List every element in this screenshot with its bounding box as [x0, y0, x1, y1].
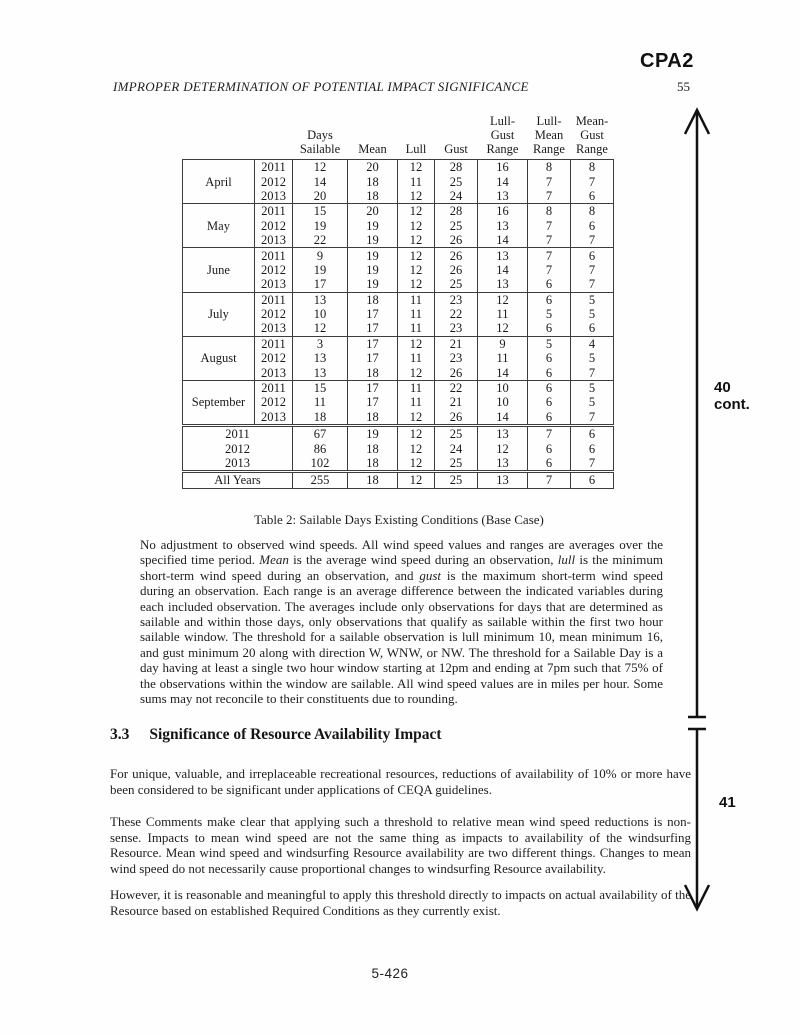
note-text: is the minimum short-term wind speed during an observation, and [140, 552, 663, 583]
sailable-days-table-wrap [182, 114, 614, 489]
table-caption: Table 2: Sailable Days Existing Conditions (Base Case) [254, 512, 544, 527]
comment-40-bracket [685, 110, 709, 717]
table-cell: 5 [528, 307, 571, 321]
table-cell: 11 [398, 321, 435, 336]
table-cell: 7 [571, 263, 614, 277]
table-cell: 19 [348, 277, 398, 292]
table-cell: 12 [398, 336, 435, 351]
year-label: 2012 [255, 351, 293, 365]
table-cell: 6 [571, 321, 614, 336]
table-cell: 19 [348, 263, 398, 277]
table-cell: 11 [398, 174, 435, 188]
table-cell: 24 [435, 189, 478, 204]
table-cell: 4 [571, 336, 614, 351]
table-cell: 11 [478, 351, 528, 365]
table-cell: 13 [478, 189, 528, 204]
note-italic-term: gust [419, 567, 442, 583]
table-cell: 13 [293, 365, 348, 380]
month-label: April [183, 160, 255, 204]
table-cell: 25 [435, 277, 478, 292]
year-label: 2012 [255, 395, 293, 409]
table-cell: 7 [528, 174, 571, 188]
note-italic-term: Mean [259, 552, 289, 568]
month-group [183, 336, 614, 380]
table-cell: 14 [293, 174, 348, 188]
comment-41-label: 41 [719, 794, 736, 811]
table-cell: 6 [571, 189, 614, 204]
table-cell: 14 [478, 410, 528, 426]
table-cell: 6 [528, 292, 571, 307]
table-note [140, 537, 663, 706]
all-years-label: All Years [183, 472, 293, 488]
table-cell: 14 [478, 365, 528, 380]
table-cell: 7 [528, 472, 571, 488]
table-cell: 11 [293, 395, 348, 409]
table-cell: 12 [478, 321, 528, 336]
table-cell: 19 [348, 219, 398, 233]
table-cell: 6 [528, 441, 571, 455]
table-cell: 17 [348, 307, 398, 321]
paragraph: For unique, valuable, and irreplaceable recreational resources, reductions of availability of 10% or more have been considered to be significant under applications of CEQA guidelines. [110, 766, 691, 797]
month-group [183, 160, 614, 204]
table-cell: 8 [571, 204, 614, 219]
month-label: August [183, 336, 255, 380]
section-heading [110, 726, 442, 744]
month-label: May [183, 204, 255, 248]
table-cell: 7 [571, 277, 614, 292]
column-header [183, 114, 255, 160]
table-cell: 11 [398, 351, 435, 365]
table-cell: 5 [571, 351, 614, 365]
note-italic-term: lull [557, 552, 576, 568]
year-label: 2013 [255, 233, 293, 248]
table-cell: 7 [528, 233, 571, 248]
year-label: 2011 [255, 160, 293, 175]
column-header: Days Sailable [299, 128, 341, 156]
table-cell: 14 [478, 174, 528, 188]
table-cell: 26 [435, 248, 478, 263]
table-row [183, 456, 614, 472]
year-label: 2013 [183, 456, 293, 472]
year-label: 2011 [255, 336, 293, 351]
table-cell: 102 [293, 456, 348, 472]
running-header-title: IMPROPER DETERMINATION OF POTENTIAL IMPACT SIGNIFICANCE [113, 79, 529, 94]
table-cell: 21 [435, 395, 478, 409]
column-header: Lull- Gust Range [486, 114, 519, 156]
table-cell: 12 [398, 441, 435, 455]
table-cell: 23 [435, 321, 478, 336]
column-header: Lull- Mean Range [533, 114, 565, 156]
table-cell: 15 [293, 380, 348, 395]
table-cell: 12 [398, 277, 435, 292]
table-cell: 25 [435, 456, 478, 472]
section-number: 3.3 [110, 726, 130, 743]
table-cell: 12 [478, 441, 528, 455]
table-cell: 11 [478, 307, 528, 321]
comment-41-bracket [685, 729, 709, 909]
table-cell: 7 [571, 410, 614, 426]
table-cell: 8 [528, 204, 571, 219]
table-cell: 22 [435, 380, 478, 395]
table-cell: 10 [293, 307, 348, 321]
table-row [183, 336, 614, 351]
column-header: Mean [358, 142, 387, 156]
table-cell: 18 [348, 189, 398, 204]
page-number: 55 [677, 79, 690, 94]
table-cell: 12 [398, 233, 435, 248]
table-cell: 18 [348, 292, 398, 307]
table-cell: 9 [293, 248, 348, 263]
table-cell: 19 [293, 219, 348, 233]
year-label: 2011 [183, 426, 293, 442]
table-cell: 19 [348, 248, 398, 263]
table-cell: 17 [348, 380, 398, 395]
table-cell: 18 [348, 472, 398, 488]
table-cell: 15 [293, 204, 348, 219]
table-cell: 11 [398, 380, 435, 395]
table-cell: 13 [293, 292, 348, 307]
table-cell: 7 [528, 426, 571, 442]
month-group [183, 292, 614, 336]
year-label: 2011 [255, 204, 293, 219]
table-cell: 17 [348, 395, 398, 409]
table-cell: 67 [293, 426, 348, 442]
column-header: Lull [405, 142, 427, 156]
table-cell: 18 [348, 365, 398, 380]
table-header-row [183, 114, 614, 160]
table-cell: 6 [571, 219, 614, 233]
document-stamp: CPA2 [640, 50, 694, 72]
year-label: 2011 [255, 380, 293, 395]
table-cell: 26 [435, 410, 478, 426]
running-header [113, 79, 690, 95]
table-cell: 19 [293, 263, 348, 277]
table-cell: 18 [348, 441, 398, 455]
month-label: June [183, 248, 255, 292]
year-label: 2012 [255, 263, 293, 277]
table-cell: 12 [398, 204, 435, 219]
section-title: Significance of Resource Availability Impact [149, 726, 442, 743]
note-text: is the maximum short-term wind speed during an observation. Each range is an average difference between the indicated variables during each included observation. The averages include only observations for days that are determined as sailable and within those days, only observations that qualify as sailable within the first two hour sailable window. The threshold for a sailable observation is lull minimum 10, mean minimum 16, and gust minimum 20 along with direction W, WNW, or NW. The threshold for a Sailable Day is a day having at least a single two hour window starting at 12pm and ending at 7pm such that 75% of the observations within the window are sailable. All wind speed values are in miles per hour. Some sums may not reconcile to their constituents due to rounding. [140, 567, 663, 707]
table-cell: 26 [435, 233, 478, 248]
table-cell: 19 [348, 233, 398, 248]
table-cell: 12 [293, 321, 348, 336]
table-cell: 8 [571, 160, 614, 175]
table-cell: 18 [348, 174, 398, 188]
table-cell: 6 [528, 380, 571, 395]
table-cell: 18 [348, 456, 398, 472]
table-cell: 12 [293, 160, 348, 175]
comment-40-label: 40 cont. [714, 379, 750, 413]
table-cell: 5 [571, 292, 614, 307]
page-footer: 5-426 [371, 966, 409, 981]
table-cell: 23 [435, 292, 478, 307]
table-cell: 6 [528, 456, 571, 472]
year-label: 2013 [255, 365, 293, 380]
table-row [183, 441, 614, 455]
table-cell: 255 [293, 472, 348, 488]
table-cell: 22 [435, 307, 478, 321]
table-cell: 86 [293, 441, 348, 455]
table-row [183, 292, 614, 307]
table-row [183, 472, 614, 488]
year-label: 2013 [255, 321, 293, 336]
table-cell: 13 [478, 219, 528, 233]
table-cell: 7 [571, 174, 614, 188]
table-cell: 12 [398, 189, 435, 204]
table-cell: 10 [478, 380, 528, 395]
table-cell: 6 [571, 472, 614, 488]
table-cell: 13 [478, 277, 528, 292]
table-row [183, 426, 614, 442]
all-years-row [183, 472, 614, 488]
table-cell: 13 [478, 248, 528, 263]
table-cell: 14 [478, 233, 528, 248]
table-cell: 20 [348, 160, 398, 175]
note-text: No adjustment to observed wind speeds. All wind speed values and ranges are averages over the specified time period. [140, 537, 663, 568]
table-cell: 6 [528, 410, 571, 426]
table-cell: 8 [528, 160, 571, 175]
month-group [183, 380, 614, 425]
table-cell: 5 [528, 336, 571, 351]
table-cell: 6 [528, 351, 571, 365]
table-cell: 6 [528, 321, 571, 336]
table-header [183, 114, 614, 160]
table-cell: 22 [293, 233, 348, 248]
table-cell: 28 [435, 160, 478, 175]
table-cell: 6 [528, 365, 571, 380]
table-cell: 28 [435, 204, 478, 219]
table-cell: 26 [435, 263, 478, 277]
table-cell: 6 [528, 277, 571, 292]
paragraph: These Comments make clear that applying such a threshold to relative mean wind speed reductions is non- sense. Impacts to mean wind speed are not the same thing as impacts to availability of the windsurfing Resource. Mean wind speed and windsurfing Resource availability are two different things. Changes to mean wind speed do not necessarily cause proportional changes to windsurfing Resource availability. [110, 814, 691, 876]
paragraph: However, it is reasonable and meaningful to apply this threshold directly to impacts on actual availability of the Resource based on established Required Conditions as they currently exist. [110, 887, 691, 918]
table-cell: 7 [528, 263, 571, 277]
table-cell: 12 [398, 456, 435, 472]
table-cell: 13 [478, 426, 528, 442]
table-cell: 16 [478, 204, 528, 219]
table-cell: 25 [435, 426, 478, 442]
table-row [183, 248, 614, 263]
column-header [255, 114, 293, 160]
table-cell: 26 [435, 365, 478, 380]
table-cell: 5 [571, 395, 614, 409]
table-cell: 25 [435, 472, 478, 488]
table-cell: 12 [398, 219, 435, 233]
table-cell: 7 [528, 189, 571, 204]
year-label: 2011 [255, 292, 293, 307]
column-header: Gust [444, 142, 468, 156]
table-cell: 13 [293, 351, 348, 365]
table-cell: 7 [571, 456, 614, 472]
table-cell: 17 [348, 351, 398, 365]
table-cell: 25 [435, 174, 478, 188]
table-cell: 14 [478, 263, 528, 277]
table-cell: 11 [398, 307, 435, 321]
table-cell: 18 [348, 410, 398, 426]
year-label: 2011 [255, 248, 293, 263]
table-cell: 18 [293, 410, 348, 426]
table-cell: 19 [348, 426, 398, 442]
table-cell: 13 [478, 472, 528, 488]
table-cell: 20 [293, 189, 348, 204]
table-cell: 7 [528, 248, 571, 263]
table-cell: 3 [293, 336, 348, 351]
table-cell: 17 [348, 336, 398, 351]
year-label: 2012 [183, 441, 293, 455]
table-cell: 6 [571, 441, 614, 455]
table-cell: 12 [398, 410, 435, 426]
table-cell: 7 [571, 365, 614, 380]
month-group [183, 248, 614, 292]
table-cell: 21 [435, 336, 478, 351]
year-label: 2013 [255, 189, 293, 204]
year-label: 2013 [255, 277, 293, 292]
month-group [183, 204, 614, 248]
table-cell: 12 [398, 426, 435, 442]
table-cell: 12 [398, 472, 435, 488]
table-cell: 6 [571, 248, 614, 263]
year-label: 2013 [255, 410, 293, 426]
year-label: 2012 [255, 174, 293, 188]
month-label: July [183, 292, 255, 336]
table-row [183, 380, 614, 395]
table-row [183, 204, 614, 219]
table-cell: 11 [398, 395, 435, 409]
table-cell: 12 [398, 248, 435, 263]
year-label: 2012 [255, 219, 293, 233]
table-row [183, 160, 614, 175]
table-cell: 9 [478, 336, 528, 351]
table-cell: 6 [571, 426, 614, 442]
table-cell: 5 [571, 307, 614, 321]
table-cell: 12 [398, 263, 435, 277]
table-cell: 12 [398, 365, 435, 380]
table-cell: 7 [571, 233, 614, 248]
table-cell: 16 [478, 160, 528, 175]
table-cell: 7 [528, 219, 571, 233]
note-text: is the average wind speed during an observation, [288, 552, 558, 568]
table-cell: 5 [571, 380, 614, 395]
table-cell: 20 [348, 204, 398, 219]
table-cell: 23 [435, 351, 478, 365]
table-cell: 25 [435, 219, 478, 233]
month-label: September [183, 380, 255, 425]
column-header: Mean- Gust Range [575, 114, 609, 156]
table-cell: 6 [528, 395, 571, 409]
year-summary [183, 426, 614, 472]
table-cell: 11 [398, 292, 435, 307]
table-cell: 24 [435, 441, 478, 455]
table-cell: 12 [478, 292, 528, 307]
table-cell: 17 [293, 277, 348, 292]
sailable-table [182, 114, 614, 489]
table-cell: 13 [478, 456, 528, 472]
table-cell: 12 [398, 160, 435, 175]
table-cell: 10 [478, 395, 528, 409]
table-cell: 17 [348, 321, 398, 336]
year-label: 2012 [255, 307, 293, 321]
